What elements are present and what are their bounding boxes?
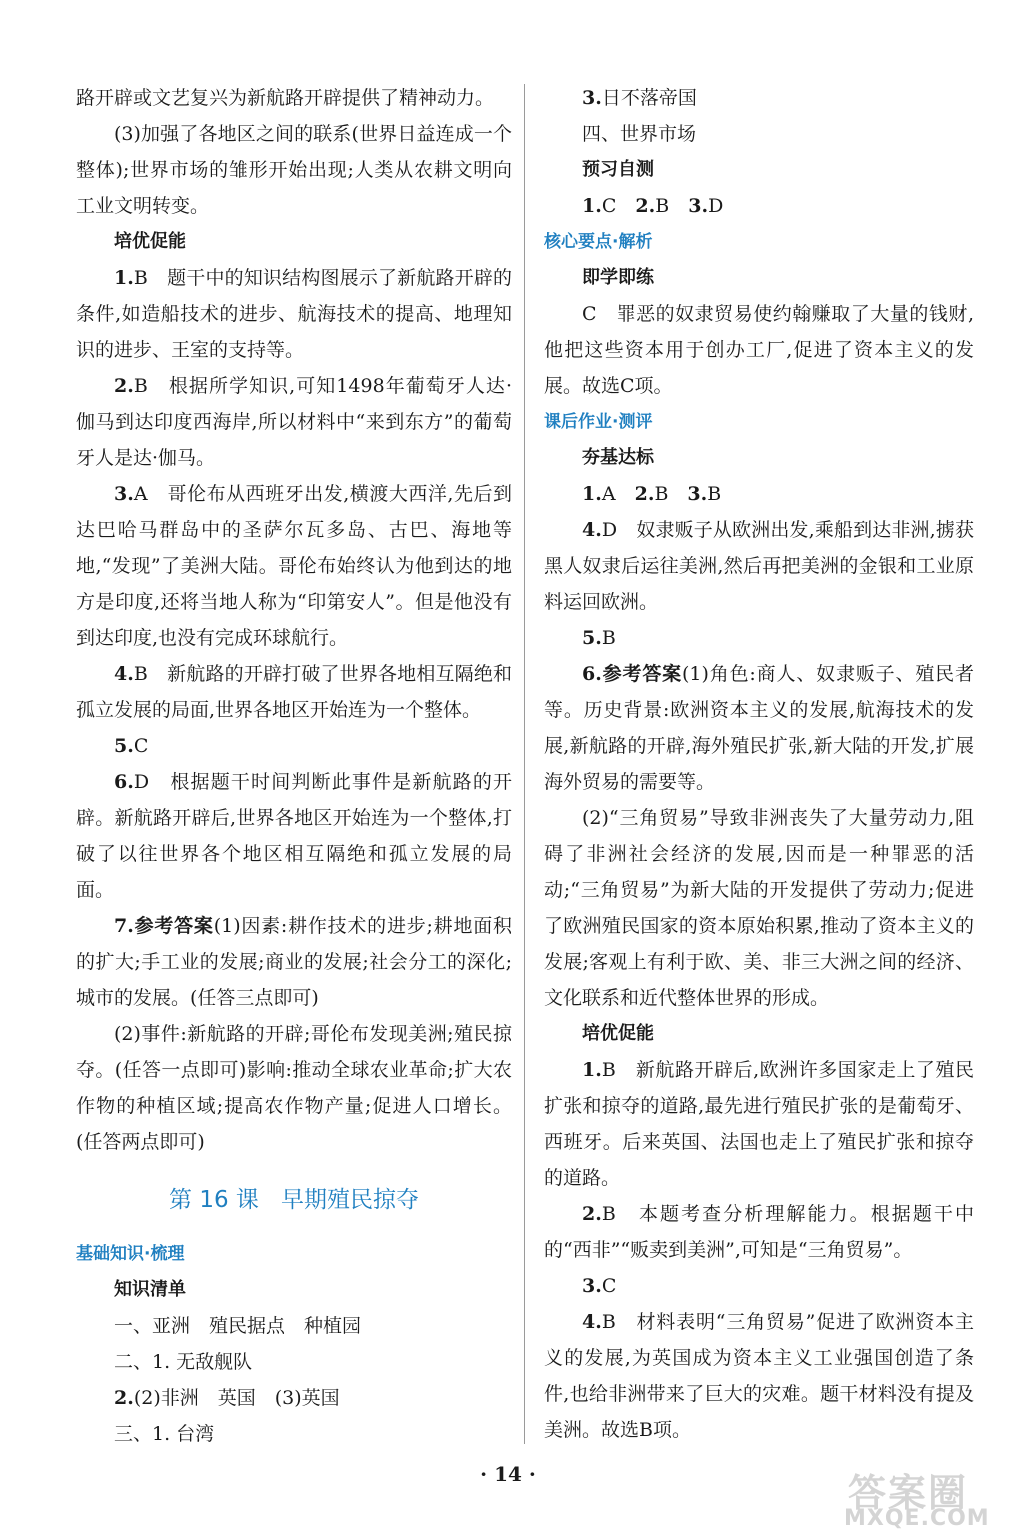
answer-item [544, 1268, 974, 1304]
item-text: (1)角色:商人、奴隶贩子、殖民者等。历史背景:欧洲资本主义的发展,航海技术的发展,新航路的开辟,海外殖民扩张,新大陆的开发,扩展海外贸易的需要等。 [544, 663, 974, 793]
item-text: D 奴隶贩子从欧洲出发,乘船到达非洲,掳获黑人奴隶后运往美洲,然后再把美洲的金银和工业原料运回欧洲。 [544, 519, 974, 613]
item-text: (2)非洲 英国 (3)英国 [133, 1387, 340, 1409]
item-number: 4. [114, 663, 134, 685]
paragraph: 路开辟或文艺复兴为新航路开辟提供了精神动力。 [76, 87, 495, 109]
section-heading: 知识清单 [114, 1279, 186, 1300]
paragraph: (3)加强了各地区之间的联系(世界日益连成一个整体);世界市场的雏形开始出现;人类从农耕文明向工业文明转变。 [76, 123, 512, 217]
answer-item [544, 1196, 974, 1268]
watermark-text: 答案圈 [848, 1471, 969, 1515]
item-text: B [654, 483, 669, 505]
list-item: 四、世界市场 [582, 123, 697, 145]
section-banner: 核心要点·解析 [544, 232, 653, 252]
lesson-name: 早期殖民掠夺 [280, 1187, 419, 1213]
list-item [76, 1380, 512, 1416]
item-text: B [601, 627, 616, 649]
item-number: 1. [582, 1059, 602, 1081]
item-text: (1)因素:耕作技术的进步;耕地面积的扩大;手工业的发展;商业的发展;社会分工的深化;城市的发展。(任答三点即可) [76, 915, 512, 1009]
paragraph: (2)“三角贸易”导致非洲丧失了大量劳动力,阻碍了非洲社会经济的发展,因而是一种罪恶的活动;“三角贸易”为新大陆的开发提供了劳动力;促进了欧洲殖民国家的资本原始积累,推动了资本主义的发展;客观上有利于欧、美、非三大洲之间的经济、文化联系和近代整体世界的形成。 [544, 807, 974, 1009]
section-heading: 夯基达标 [582, 447, 654, 468]
item-text: C [601, 195, 617, 217]
item-number: 6. [582, 663, 602, 685]
item-text: A 哥伦布从西班牙出发,横渡大西洋,先后到达巴哈马群岛中的圣萨尔瓦多岛、古巴、海地等地,“发现”了美洲大陆。哥伦布始终认为他到达的地方是印度,还将当地人称为“印第安人”。但是他没有到达印度,也没有完成环球航行。 [76, 483, 512, 649]
left-column [76, 80, 512, 1452]
item-number: 3. [582, 87, 602, 109]
item-text: B 根据所学知识,可知1498年葡萄牙人达·伽马到达印度西海岸,所以材料中“来到东方”的葡萄牙人是达·伽马。 [76, 375, 512, 469]
item-text: B [655, 195, 670, 217]
list-item [544, 80, 974, 116]
item-number: 5. [582, 627, 602, 649]
answer-row [544, 476, 974, 512]
watermark-logo [808, 1462, 1008, 1534]
answer-item [544, 1304, 974, 1448]
answer-item: C 罪恶的奴隶贸易使约翰赚取了大量的钱财,他把这些资本用于创办工厂,促进了资本主义的发展。故选C项。 [544, 303, 974, 397]
item-number: 2. [114, 375, 134, 397]
answer-item [76, 368, 512, 476]
answer-label: 参考答案 [133, 915, 214, 937]
answer-item [544, 656, 974, 800]
item-number: 4. [582, 1311, 602, 1333]
section-heading: 即学即练 [582, 267, 654, 288]
answer-item [76, 476, 512, 656]
item-number: 7. [114, 915, 134, 937]
item-text: D [708, 195, 724, 217]
item-text: B 新航路开辟后,欧洲许多国家走上了殖民扩张和掠夺的道路,最先进行殖民扩张的是葡萄牙、西班牙。后来英国、法国也走上了殖民扩张和掠夺的道路。 [544, 1059, 974, 1189]
item-text: C [601, 1275, 617, 1297]
item-text: B 题干中的知识结构图展示了新航路开辟的条件,如造船技术的进步、航海技术的提高、地理知识的进步、王室的支持等。 [76, 267, 512, 361]
item-number: 5. [114, 735, 134, 757]
section-banner: 课后作业·测评 [544, 412, 653, 432]
item-number: 3. [114, 483, 134, 505]
answer-row [544, 188, 974, 224]
right-column [544, 80, 974, 1448]
item-number: 3. [688, 195, 709, 217]
answer-item [76, 764, 512, 908]
section-heading: 预习自测 [582, 159, 654, 180]
lesson-number: 第 16 课 [169, 1187, 259, 1213]
item-number: 6. [114, 771, 134, 793]
item-text: D 根据题干时间判断此事件是新航路的开辟。新航路开辟后,世界各地区开始连为一个整体,打破了以往世界各个地区相互隔绝和孤立发展的局面。 [76, 771, 512, 901]
item-text: A [601, 483, 616, 505]
item-number: 2. [114, 1387, 134, 1409]
item-text: B 材料表明“三角贸易”促进了欧洲资本主义的发展,为英国成为资本主义工业强国创造了条件,也给非洲带来了巨大的灾难。题干材料没有提及美洲。故选B项。 [544, 1311, 974, 1441]
section-heading: 培优促能 [114, 231, 186, 252]
answer-item [544, 1052, 974, 1196]
lesson-title [76, 1180, 512, 1220]
item-number: 3. [687, 483, 708, 505]
item-number: 2. [582, 1203, 602, 1225]
item-number: 3. [582, 1275, 602, 1297]
item-number: 2. [634, 483, 655, 505]
answer-item [76, 728, 512, 764]
answer-item [76, 908, 512, 1016]
item-text: B [707, 483, 722, 505]
watermark-url: MXQE.COM [844, 1506, 990, 1531]
column-divider [524, 84, 525, 1444]
item-text: B 本题考查分析理解能力。根据题干中的“西非”“贩卖到美洲”,可知是“三角贸易”。 [544, 1203, 974, 1261]
answer-label: 参考答案 [601, 663, 683, 685]
item-text: C [133, 735, 149, 757]
item-text: 日不落帝国 [601, 87, 697, 109]
item-number: 2. [635, 195, 656, 217]
item-number: 1. [582, 483, 602, 505]
list-item: 三、1. 台湾 [114, 1423, 215, 1445]
section-banner: 基础知识·梳理 [76, 1244, 185, 1264]
paragraph: (2)事件:新航路的开辟;哥伦布发现美洲;殖民掠夺。(任答一点即可)影响:推动全球农业革命;扩大农作物的种植区域;提高农作物产量;促进人口增长。(任答两点即可) [76, 1023, 512, 1153]
section-heading: 培优促能 [582, 1023, 654, 1044]
list-item: 二、1. 无敌舰队 [114, 1351, 253, 1373]
answer-item [544, 512, 974, 620]
item-text: B 新航路的开辟打破了世界各地相互隔绝和孤立发展的局面,世界各地区开始连为一个整体。 [76, 663, 512, 721]
answer-item [76, 260, 512, 368]
list-item: 一、亚洲 殖民据点 种植园 [114, 1315, 362, 1337]
item-number: 4. [582, 519, 602, 541]
page-number: · 14 · [480, 1462, 536, 1486]
item-number: 1. [114, 267, 134, 289]
answer-item [544, 620, 974, 656]
answer-item [76, 656, 512, 728]
item-number: 1. [582, 195, 602, 217]
